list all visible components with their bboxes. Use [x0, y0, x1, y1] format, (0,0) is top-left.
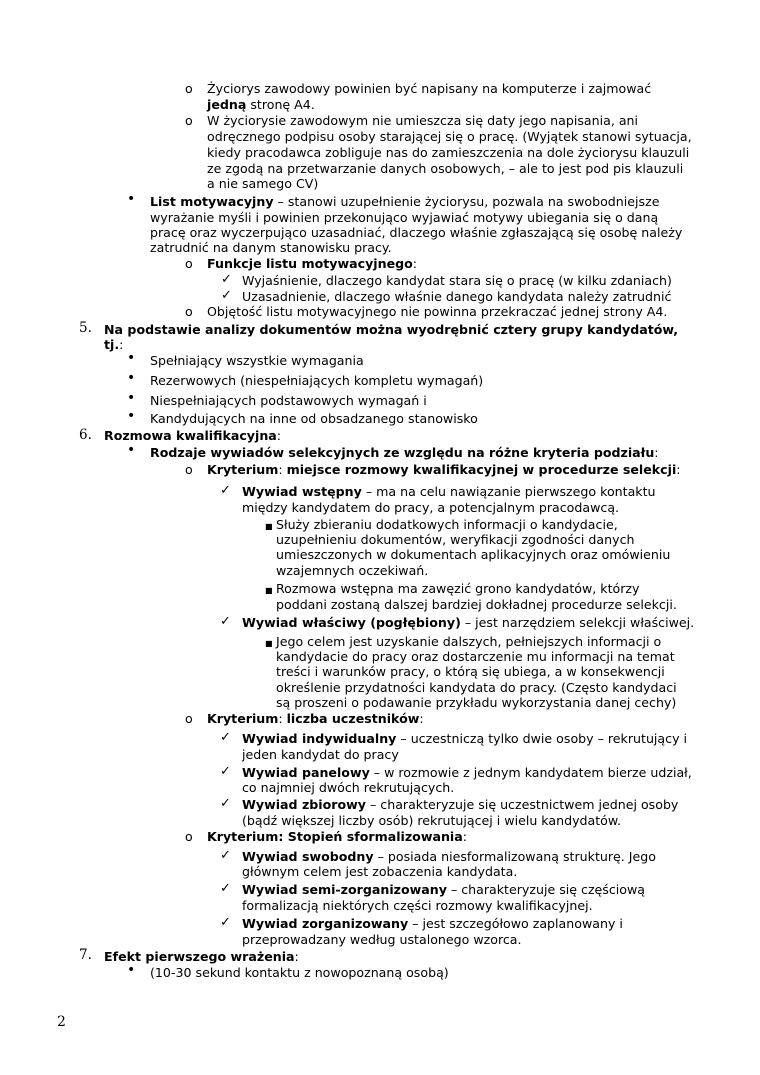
checkmark-icon: ✓ [220, 764, 231, 779]
individual-interview-line2: jeden kandydat do pracy [242, 747, 399, 762]
cover-letter-line: wyrażanie myśli i powinien przekonująco wyjawiać motywy ubiegania się o daną [150, 210, 659, 225]
criterion-3: Kryterium: Stopień sformalizowania: [207, 829, 467, 844]
structured-interview: Wywiad zorganizowany – jest szczegółowo zaplanowany i [242, 916, 623, 931]
group-interview: Wywiad zbiorowy – charakteryzuje się uczestnictwem jednej osoby [242, 797, 679, 812]
bullet-icon: • [127, 442, 136, 458]
cv-note-2-line: kiedy pracodawca zobliguje nas do zamieszczenia na dole życiorysu klauzuli [207, 145, 690, 160]
cover-letter-function: Wyjaśnienie, dlaczego kandydat stara się o pracę (w kilku zdaniach) [242, 273, 672, 288]
proper-sub-line: są proszeni o podawanie przykładu wykorzystania danej cechy) [276, 695, 677, 710]
bullet-icon: • [127, 370, 136, 386]
section-6-number: 6. [79, 427, 92, 443]
checkmark-icon: ✓ [220, 730, 231, 745]
criterion-1: Kryterium: miejsce rozmowy kwalifikacyjnej w procedurze selekcji: [207, 462, 681, 477]
proper-sub-line: kandydacie do pracy oraz dostarczenie mu informacji na temat [276, 649, 675, 664]
cv-note-2-line: ze zgodą na przetwarzanie danych osobowych, – ale to jest pod pis klauzuli [207, 161, 684, 176]
circle-bullet-icon: o [185, 81, 193, 96]
cv-note-2-line: W życiorysie zawodowym nie umieszcza się daty jego napisania, ani [207, 113, 639, 128]
free-interview-line2: głównym celem jest zobaczenia kandydata. [242, 864, 518, 879]
circle-bullet-icon: o [185, 304, 193, 319]
section-7-number: 7. [79, 947, 92, 963]
semi-structured-interview-line2: formalizacją niektórych części rozmowy kwalifikacyjnej. [242, 898, 593, 913]
cover-letter-volume-note: Objętość listu motywacyjnego nie powinna przekraczać jednej strony A4. [207, 304, 668, 319]
preliminary-sub-line: wzajemnych oczekiwań. [276, 563, 429, 578]
proper-sub-line: Jego celem jest uzyskanie dalszych, pełniejszych informacji o [276, 634, 662, 649]
circle-bullet-icon: o [185, 113, 193, 128]
structured-interview-line2: przeprowadzany według ustalonego wzorca. [242, 932, 522, 947]
page-number: 2 [57, 1014, 66, 1030]
preliminary-sub-line: poddani zostaną dalszej bardziej dokładnej procedurze selekcji. [276, 597, 677, 612]
square-bullet-icon: ■ [265, 522, 273, 531]
circle-bullet-icon: o [185, 829, 193, 844]
cover-letter-line1: List motywacyjny – stanowi uzupełnienie życiorysu, pozwala na swobodniejsze [150, 194, 660, 209]
cover-letter-line: pracę oraz wyczerpująco uzasadniać, dlaczego właśnie zgłaszającą się osobę należy [150, 225, 683, 240]
square-bullet-icon: ■ [265, 639, 273, 648]
bullet-icon: • [127, 350, 136, 366]
preliminary-sub-line: uzupełnieniu dokumentów, weryfikacji zgodności danych [276, 532, 635, 547]
cv-note-2-line: odręcznego podpisu osoby starającej się o pracę. (Wyjątek stanowi sytuacja, [207, 129, 692, 144]
panel-interview: Wywiad panelowy – w rozmowie z jednym kandydatem bierze udział, [242, 765, 692, 780]
cover-letter-function: Uzasadnienie, dlaczego właśnie danego kandydata należy zatrudnić [242, 289, 672, 304]
checkmark-icon: ✓ [220, 796, 231, 811]
semi-structured-interview: Wywiad semi-zorganizowany – charakteryzuje się częściową [242, 882, 646, 897]
proper-interview: Wywiad właściwy (pogłębiony) – jest narzędziem selekcji właściwej. [242, 615, 695, 630]
section-6-title: Rozmowa kwalifikacyjna: [104, 428, 282, 443]
section-5-number: 5. [79, 320, 92, 336]
checkmark-icon: ✓ [221, 288, 232, 303]
first-impression-item: (10-30 sekund kontaktu z nowopoznaną osobą) [150, 965, 449, 980]
checkmark-icon: ✓ [220, 614, 231, 629]
square-bullet-icon: ■ [265, 586, 273, 595]
criterion-2: Kryterium: liczba uczestników: [207, 711, 424, 726]
bullet-icon: • [127, 408, 136, 424]
preliminary-sub-line: Służy zbieraniu dodatkowych informacji o kandydacie, [276, 517, 618, 532]
checkmark-icon: ✓ [220, 483, 231, 498]
circle-bullet-icon: o [185, 256, 193, 271]
cover-letter-functions-title: Funkcje listu motywacyjnego: [207, 256, 418, 271]
candidate-group: Rezerwowych (niespełniających kompletu wymagań) [150, 373, 484, 388]
individual-interview: Wywiad indywidualny – uczestniczą tylko dwie osoby – rekrutujący i [242, 731, 688, 746]
cv-note-1-line2: jedną stronę A4. [207, 97, 315, 112]
preliminary-interview: Wywiad wstępny – ma na celu nawiązanie pierwszego kontaktu [242, 484, 656, 499]
preliminary-sub-line: umieszczonych w dokumentach aplikacyjnych oraz omówieniu [276, 547, 671, 562]
circle-bullet-icon: o [185, 711, 193, 726]
bullet-icon: • [127, 390, 136, 406]
checkmark-icon: ✓ [221, 272, 232, 287]
preliminary-interview-line2: między kandydatem do pracy, a potencjalnym pracodawcą. [242, 500, 620, 515]
proper-sub-line: treści i warunków pracy, o którą się ubiega, a w konsekwencji [276, 664, 665, 679]
section-7-title: Efekt pierwszego wrażenia: [104, 949, 299, 964]
cover-letter-line: zatrudnić na danym stanowisku pracy. [150, 240, 392, 255]
checkmark-icon: ✓ [220, 915, 231, 930]
bullet-icon: • [127, 191, 136, 207]
candidate-group: Kandydujących na inne od obsadzanego stanowisko [150, 411, 478, 426]
free-interview: Wywiad swobodny – posiada niesformalizowaną strukturę. Jego [242, 849, 656, 864]
cv-note-1-line1: Życiorys zawodowy powinien być napisany na komputerze i zajmować [207, 81, 652, 96]
panel-interview-line2: co najmniej dwóch rekrutujących. [242, 780, 455, 795]
section-5-title-line2: tj.: [104, 337, 124, 352]
circle-bullet-icon: o [185, 462, 193, 477]
bullet-icon: • [127, 962, 136, 978]
candidate-group: Niespełniających podstawowych wymagań i [150, 393, 427, 408]
checkmark-icon: ✓ [220, 848, 231, 863]
group-interview-line2: (bądź większej liczby osób) rekrutującej i wielu kandydatów. [242, 813, 622, 828]
checkmark-icon: ✓ [220, 881, 231, 896]
preliminary-sub-line: Rozmowa wstępna ma zawęzić grono kandydatów, którzy [276, 581, 640, 596]
interview-types-title: Rodzaje wywiadów selekcyjnych ze względu na różne kryteria podziału: [150, 445, 659, 460]
candidate-group: Spełniający wszystkie wymagania [150, 353, 364, 368]
cv-note-2-line: a nie samego CV) [207, 176, 319, 191]
section-5-title-line1: Na podstawie analizy dokumentów można wyodrębnić cztery grupy kandydatów, [104, 322, 679, 337]
proper-sub-line: określenie przydatności kandydata do pracy. (Często kandydaci [276, 680, 677, 695]
